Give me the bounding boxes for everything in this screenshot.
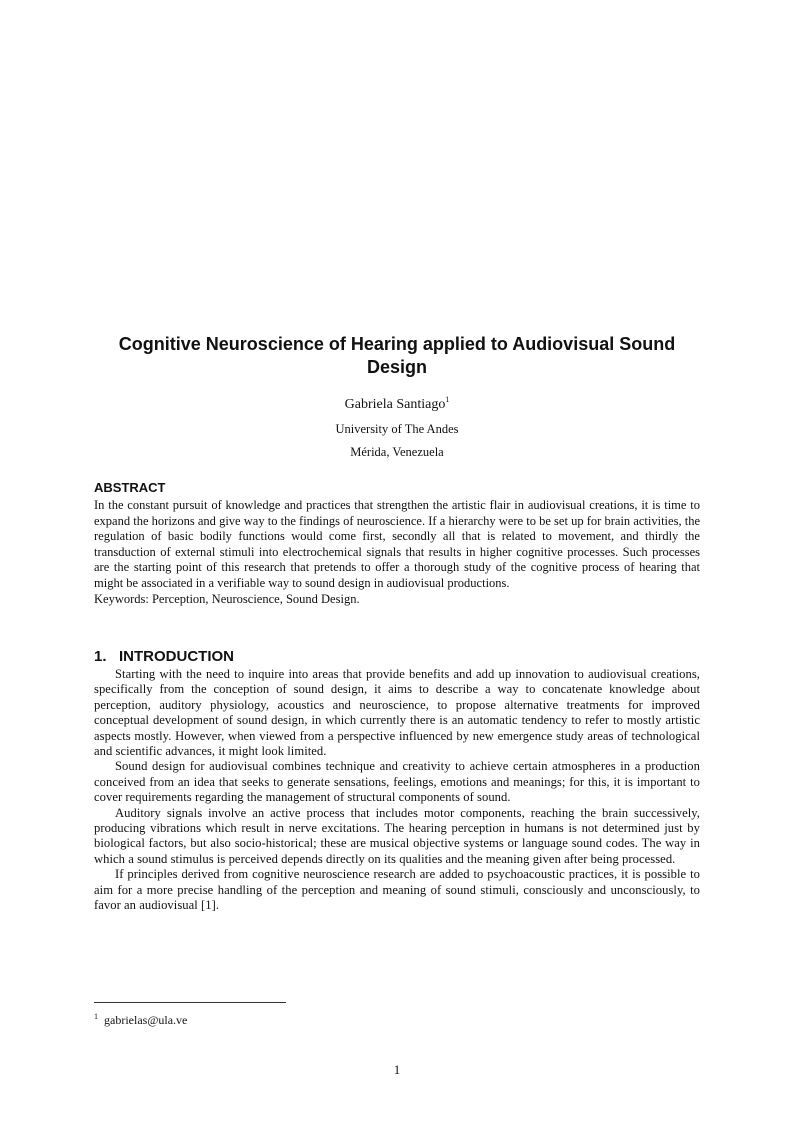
abstract-text: In the constant pursuit of knowledge and practices that strengthen the artistic flair in audiovisual creations, it is time to expand the horizons and give way to the findings of neuroscience. If a hierarchy were to be set up for brain activities, the regulation of basic bodily functions would come first, secondly all that is related to movement, and thirdly the transduction of external stimuli into electrochemical signals that results in higher cognitive processes. Such processes are the starting point of this research that pretends to offer a thorough study of the cognitive process of hearing that might be associated in a verifiable way to sound design in audiovisual productions. xyxy=(94,498,700,590)
author-footnote-mark: 1 xyxy=(445,395,450,404)
author-line xyxy=(94,396,700,414)
page-number: 1 xyxy=(393,1062,401,1077)
footnote xyxy=(94,1012,187,1028)
footnote-email: gabrielas@ula.ve xyxy=(104,1013,188,1027)
introduction-section xyxy=(94,667,700,914)
affiliation-location: Mérida, Venezuela xyxy=(350,445,444,459)
abstract-section xyxy=(94,498,700,607)
section-number: 1. xyxy=(94,648,107,665)
author-name: Gabriela Santiago xyxy=(344,397,446,412)
section-title: INTRODUCTION xyxy=(119,648,234,665)
intro-paragraph: If principles derived from cognitive neuroscience research are added to psychoacoustic practices, it is possible to aim for a more precise handling of the perception and meaning of sound stimuli, consciously and unconsciously, to favor an audiovisual [1]. xyxy=(94,867,700,913)
paper-title: Cognitive Neuroscience of Hearing applied to Audiovisual Sound Design xyxy=(118,334,676,377)
footnote-mark: 1 xyxy=(94,1012,98,1021)
affiliation-institution: University of The Andes xyxy=(335,422,459,436)
intro-paragraph: Auditory signals involve an active process that includes motor components, reaching the brain successively, producing vibrations which result in nerve excitations. The hearing perception in humans is not determined just by biological factors, but also socio-historical; these are musical objective systems or language sound codes. The way in which a sound stimulus is perceived depends directly on its qualities and the meaning given after being processed. xyxy=(94,805,700,866)
intro-paragraph: Sound design for audiovisual combines technique and creativity to achieve certain atmospheres in a production conceived from an idea that seeks to generate sensations, feelings, emotions and meanings; for this, it is important to cover requirements regarding the management of structural components of sound. xyxy=(94,759,700,805)
footnote-divider xyxy=(94,1002,286,1003)
abstract-keywords: Keywords: Perception, Neuroscience, Sound Design. xyxy=(94,591,360,606)
intro-paragraph: Starting with the need to inquire into areas that provide benefits and add up innovation to audiovisual creations, specifically from the conception of sound design, it aims to describe a way to concatenate knowledge about perception, auditory physiology, acoustics and neuroscience, to propose alternative treatments for improved conceptual development of sound design, in which currently there is an automatic tendency to refer to mostly artistic aspects mostly. However, when viewed from a perspective influenced by new emergence study areas of technological and scientific advances, it might look limited. xyxy=(94,667,700,759)
abstract-heading: ABSTRACT xyxy=(94,480,166,495)
introduction-heading xyxy=(94,648,234,666)
